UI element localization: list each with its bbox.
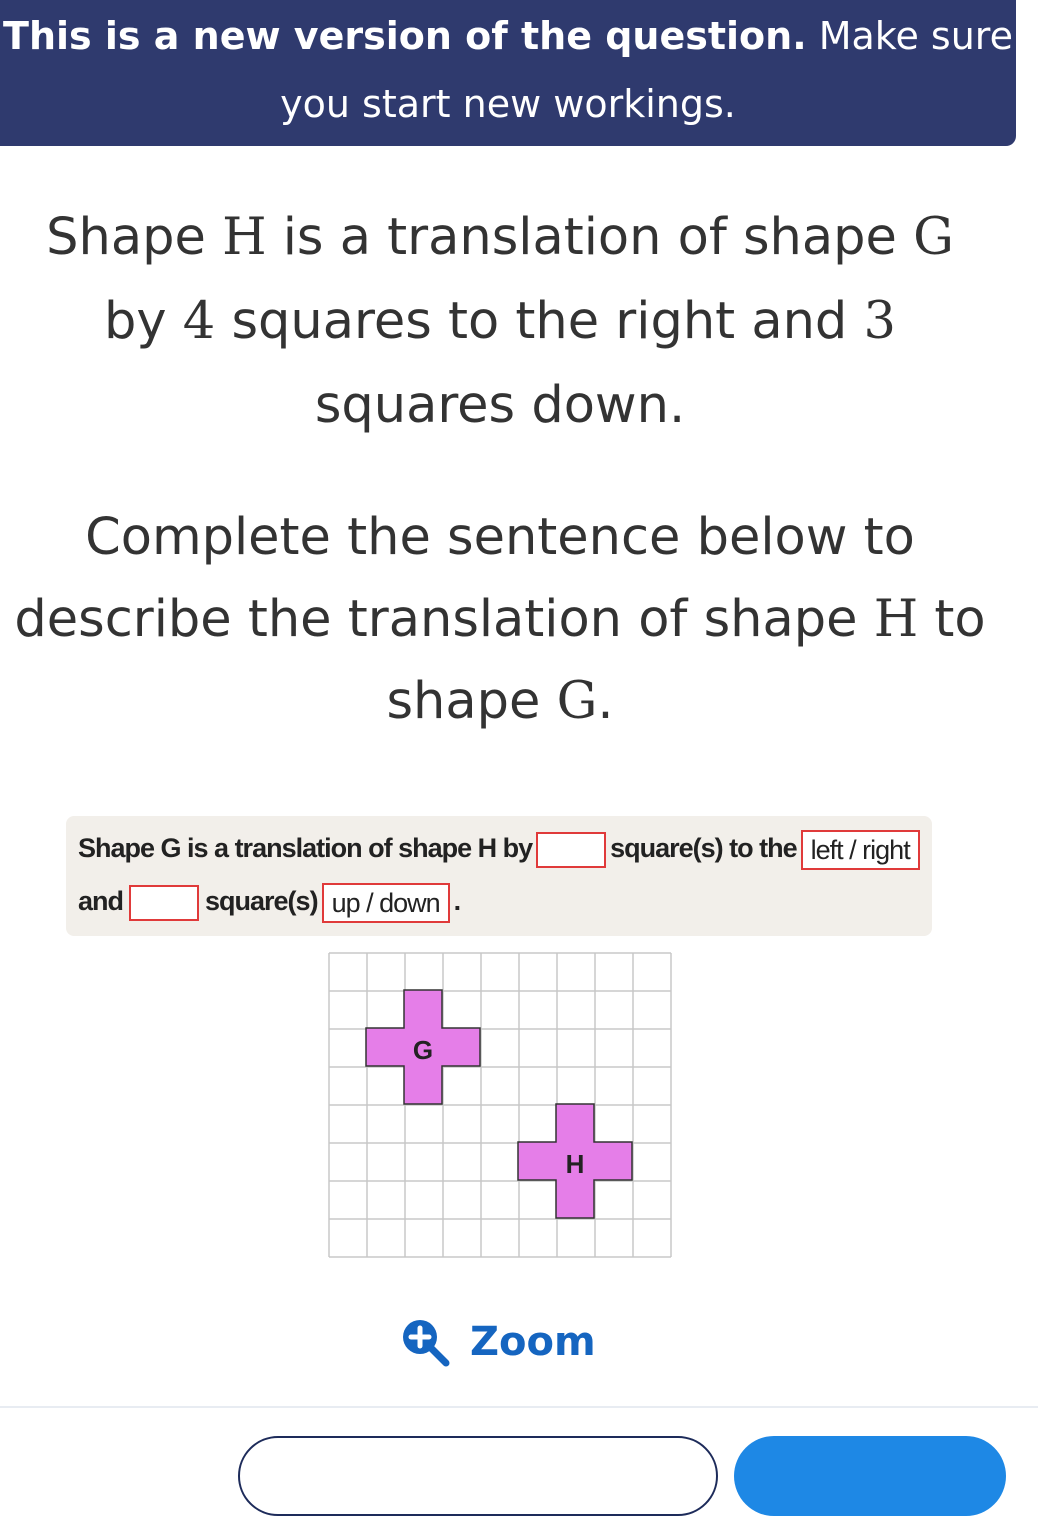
sentence-text: square(s) to the [610,833,797,864]
shape-h-text: H [565,1149,585,1179]
question-text: squares to the right and [215,292,864,351]
squares-across-input[interactable] [536,832,606,868]
squares-vertical-input[interactable] [129,885,199,921]
shape-g-label: G [556,672,598,731]
instruction-text: to shape [386,590,986,731]
left-right-choice[interactable]: left / right [801,830,920,870]
grid-lines [329,953,671,1257]
instruction-text: Complete the sentence below to describe the translation of shape [14,508,915,649]
sentence-text: and [78,886,124,917]
question-text: is a translation of shape [266,208,914,267]
zoom-button[interactable] [400,1314,596,1370]
right-count: 4 [182,292,216,351]
question-intro [0,196,1000,448]
question-text: by [104,292,183,351]
sentence-text: square(s) [205,886,318,917]
secondary-button[interactable] [238,1436,718,1516]
primary-button[interactable] [734,1436,1006,1516]
zoom-in-icon [400,1317,450,1367]
banner-bold-text: This is a new version of the question. [3,14,807,58]
sentence-text: Shape G is a translation of shape H by [78,833,533,864]
up-down-choice[interactable]: up / down [322,883,450,923]
version-banner [0,0,1016,146]
shape-g-text: G [412,1035,434,1065]
shape-h-label: H [873,590,919,649]
grid-diagram [328,952,672,1258]
question-instruction [0,497,1000,743]
divider [0,1406,1038,1408]
sentence-text: . [453,886,461,917]
question-text: Shape [46,208,223,267]
question-text: squares down. [314,376,686,435]
sentence-panel [66,816,932,936]
shape-h-label: H [222,208,267,267]
instruction-text: . [597,672,614,731]
banner-text: Make sure you start new workings. [280,14,1013,126]
down-count: 3 [863,292,896,351]
shape-g-label: G [913,208,954,267]
zoom-label: Zoom [470,1319,596,1365]
translation-grid [328,952,672,1262]
